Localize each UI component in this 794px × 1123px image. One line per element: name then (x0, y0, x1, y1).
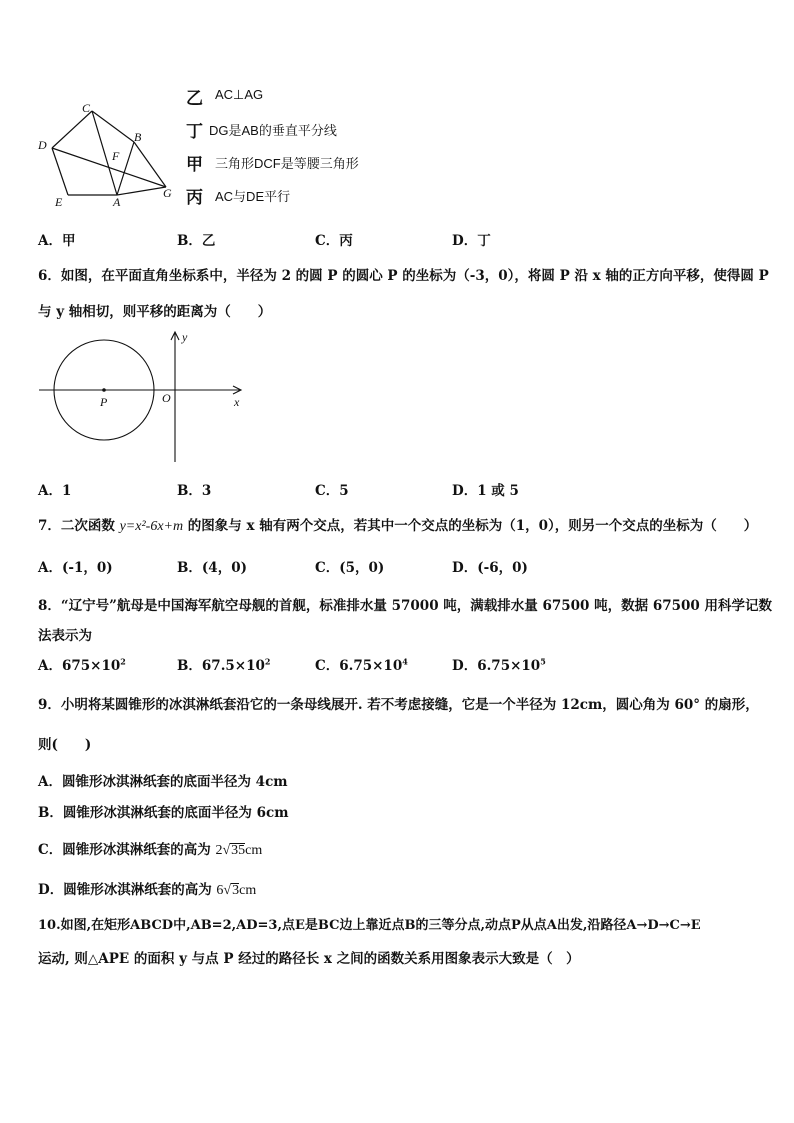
q5-segment-bg (134, 142, 166, 187)
q6-text-line1: 6．如图，在平面直角坐标系中，半径为 2 的圆 P 的圆心 P 的坐标为（-3，0），将圆 P 沿 x 轴的正方向平移，使得圆 P (38, 268, 769, 284)
option-base: C．6.75×10 (315, 658, 403, 674)
q5-option-a[interactable]: A．甲 (38, 233, 76, 249)
q8-option-d[interactable] (452, 654, 546, 674)
statement-label: 甲 (186, 155, 203, 175)
q6-option-d[interactable]: D．1 或 5 (452, 483, 519, 499)
option-text: C．圆锥形冰淇淋纸套的高为 (38, 842, 216, 858)
q5-label-b: B (134, 130, 142, 144)
option-exponent: 4 (402, 656, 408, 667)
q6-text-line2: 与 y 轴相切，则平移的距离为（ ） (38, 304, 272, 320)
q9-text-line2: 则( ) (38, 737, 92, 753)
option-text: D．圆锥形冰淇淋纸套的高为 (38, 882, 217, 898)
q6-label-p: P (100, 395, 108, 409)
statement-text: 三角形DCF是等腰三角形 (215, 156, 359, 171)
option-coefficient: 2 (215, 843, 223, 858)
sqrt-icon: √ (222, 843, 231, 858)
q9-text-line1: 9．小明将某圆锥形的冰淇淋纸套沿它的一条母线展开. 若不考虑接缝，它是一个半径为 12cm，圆心角为 60° 的扇形， (38, 697, 759, 713)
q10-text-line2: 运动, 则△APE 的面积 y 与点 P 经过的路径长 x 之间的函数关系用图象表示大致是（ ） (38, 951, 580, 967)
q7-prefix: 7．二次函数 (38, 518, 120, 534)
statement-text: AC与DE平行 (215, 189, 291, 204)
q5-label-c: C (82, 101, 91, 115)
q5-segment-ab (117, 142, 134, 195)
q8-text-line1: 8．“辽宁号”航母是中国海军航空母舰的首舰，标准排水量 57000 吨，满载排水量 67500 吨，数据 67500 用科学记数 (38, 598, 773, 614)
option-base: A．675×10 (38, 658, 121, 674)
q6-option-a[interactable]: A．1 (38, 483, 72, 499)
option-unit: cm (239, 883, 257, 898)
q5-option-d[interactable]: D．丁 (452, 233, 491, 249)
q5-option-b[interactable]: B．乙 (177, 233, 216, 249)
option-unit: cm (245, 843, 263, 858)
option-radicand: 35 (231, 843, 246, 858)
q7-option-b[interactable]: B．(4，0) (177, 560, 247, 576)
q6-option-b[interactable]: B．3 (177, 483, 212, 499)
q5-segment-cb (92, 111, 134, 142)
q5-label-g: G (163, 186, 172, 200)
q9-option-c[interactable] (38, 838, 262, 859)
option-base: D．6.75×10 (452, 658, 541, 674)
q7-option-a[interactable]: A．(-1，0) (38, 560, 113, 576)
q6-label-y: y (182, 330, 188, 344)
option-coefficient: 6 (216, 883, 224, 898)
q6-label-x: x (234, 395, 240, 409)
option-exponent: 2 (120, 656, 126, 667)
q7-suffix: 的图象与 x 轴有两个交点，若其中一个交点的坐标为（1，0），则另一个交点的坐标为（ ） (183, 518, 758, 534)
option-radicand: 3 (232, 883, 240, 898)
q7-option-c[interactable]: C．(5，0) (315, 560, 385, 576)
q5-label-d: D (38, 138, 47, 152)
q7-text (38, 514, 757, 535)
q8-option-a[interactable] (38, 654, 126, 674)
q9-option-a[interactable]: A．圆锥形冰淇淋纸套的底面半径为 4cm (38, 774, 288, 790)
q5-segment-ed (52, 148, 68, 195)
sqrt-icon: √ (223, 883, 232, 898)
q5-label-a: A (113, 195, 121, 209)
q8-option-b[interactable] (177, 654, 270, 674)
q6-center-dot (102, 388, 106, 392)
option-base: B．67.5×10 (177, 658, 265, 674)
statement-label: 丙 (186, 188, 203, 208)
q9-option-d[interactable] (38, 878, 256, 899)
statement-label: 乙 (186, 89, 203, 109)
q5-option-c[interactable]: C．丙 (315, 233, 353, 249)
q5-segment-ga (117, 187, 166, 195)
option-exponent: 5 (540, 656, 546, 667)
q5-label-e: E (55, 195, 63, 209)
q8-text-line2: 法表示为 (38, 628, 92, 644)
statement-text: AC⊥AG (215, 87, 264, 102)
q7-option-d[interactable]: D．(-6，0) (452, 560, 528, 576)
q10-text-line1: 10.如图,在矩形ABCD中,AB=2,AD=3,点E是BC边上靠近点B的三等分点,动点P从点A出发,沿路径A→D→C→E (38, 918, 701, 933)
q5-label-f: F (112, 149, 120, 163)
statement-text: DG是AB的垂直平分线 (209, 123, 337, 138)
q8-option-c[interactable] (315, 654, 408, 674)
statement-label: 丁 (186, 122, 203, 142)
q6-label-o: O (162, 391, 171, 405)
q7-function: y=x²-6x+m (119, 519, 184, 534)
q5-segment-dc (52, 111, 92, 148)
q6-coordinate-figure (35, 328, 250, 468)
q6-option-c[interactable]: C．5 (315, 483, 349, 499)
option-exponent: 2 (264, 656, 271, 667)
q9-option-b[interactable]: B．圆锥形冰淇淋纸套的底面半径为 6cm (38, 805, 289, 821)
